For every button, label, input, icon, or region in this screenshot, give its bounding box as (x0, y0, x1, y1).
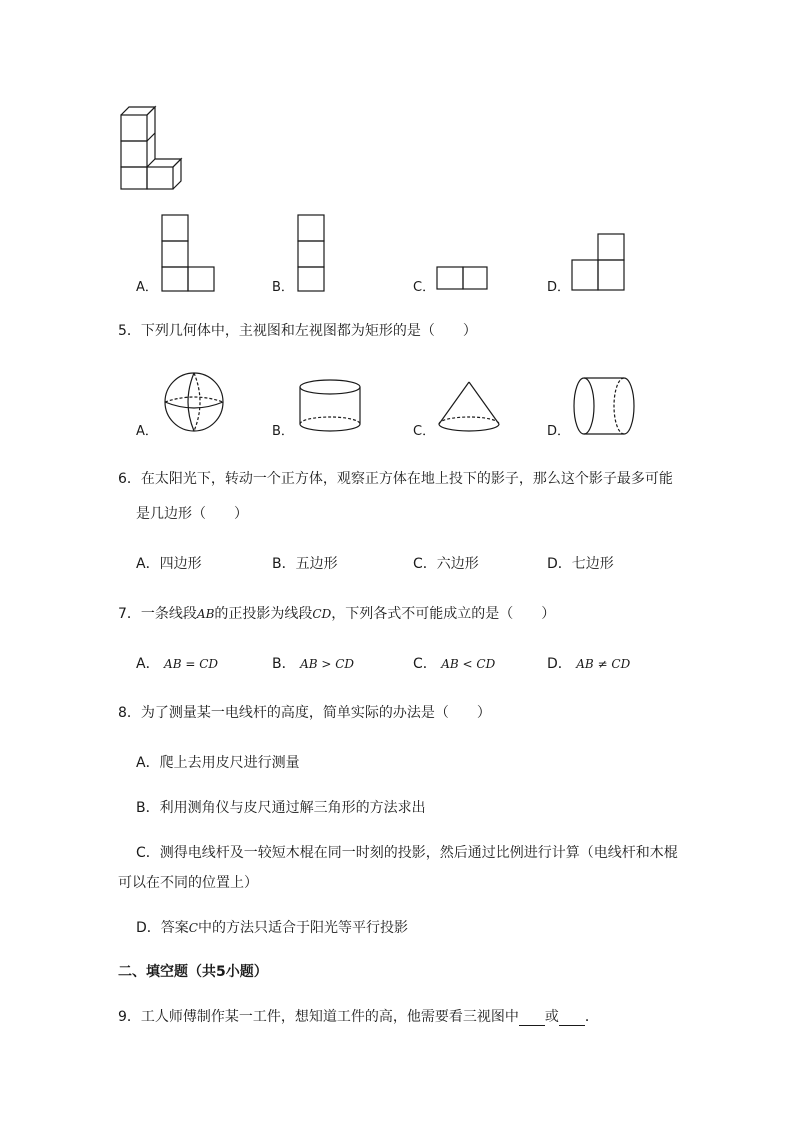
q8-option-a: A．爬上去用皮尺进行测量 (136, 755, 300, 771)
q7-option-c: C． AB < CD (413, 656, 496, 672)
q4-option-d-letter: D． (547, 280, 571, 295)
q6-option-b: B．五边形 (272, 556, 338, 572)
q4-option-b-figure (296, 213, 326, 293)
q4-option-c-letter: C． (413, 280, 436, 295)
q8-stem: 8．为了测量某一电线杆的高度，简单实际的办法是（ ） (118, 705, 491, 721)
q8-option-c-line1: C．测得电线杆及一较短木棍在同一时刻的投影，然后通过比例进行计算（电线杆和木棍 (136, 845, 678, 861)
q4-option-a-figure (160, 213, 216, 293)
q8-option-c-line2: 可以在不同的位置上） (118, 875, 258, 891)
q5-option-d-letter: D． (547, 424, 571, 439)
q4-option-d-figure (570, 232, 628, 294)
q9-blank-1[interactable] (519, 1011, 545, 1026)
q7-option-d: D． AB ≠ CD (547, 656, 631, 672)
q7-stem: 7．一条线段AB的正投影为线段CD，下列各式不可能成立的是（ ） (118, 606, 556, 622)
q4-option-b-letter: B． (272, 280, 294, 295)
q6-option-d: D．七边形 (547, 556, 614, 572)
q8-option-d: D．答案C中的方法只适合于阳光等平行投影 (136, 920, 408, 936)
q4-option-c-figure (435, 265, 491, 295)
cone-icon (436, 380, 506, 440)
sphere-icon (164, 372, 228, 436)
q6-stem-line1: 6．在太阳光下，转动一个正方体，观察正方体在地上投下的影子，那么这个影子最多可能 (118, 471, 673, 487)
q9-blank-2[interactable] (559, 1011, 585, 1026)
q5-option-a-letter: A． (136, 424, 158, 439)
q5-option-c-letter: C． (413, 424, 436, 439)
q5-option-b-letter: B． (272, 424, 294, 439)
q5-stem: 5．下列几何体中，主视图和左视图都为矩形的是（ ） (118, 323, 477, 339)
q6-stem-line2: 是几边形（ ） (136, 506, 248, 522)
horizontal-cylinder-icon (572, 376, 638, 438)
q9-stem: 9．工人师傅制作某一工件，想知道工件的高，他需要看三视图中 或 ． (118, 1009, 599, 1025)
q8-option-b: B．利用测角仪与皮尺通过解三角形的方法求出 (136, 800, 426, 816)
cylinder-icon (298, 378, 364, 438)
q4-option-a-letter: A． (136, 280, 158, 295)
q7-option-b: B． AB > CD (272, 656, 355, 672)
cube-stack-figure (118, 102, 188, 192)
section-title-fill-in: 二、填空题（共5小题） (118, 964, 268, 980)
q7-option-a: A． AB = CD (136, 656, 219, 672)
q6-option-c: C．六边形 (413, 556, 479, 572)
q6-option-a: A．四边形 (136, 556, 202, 572)
